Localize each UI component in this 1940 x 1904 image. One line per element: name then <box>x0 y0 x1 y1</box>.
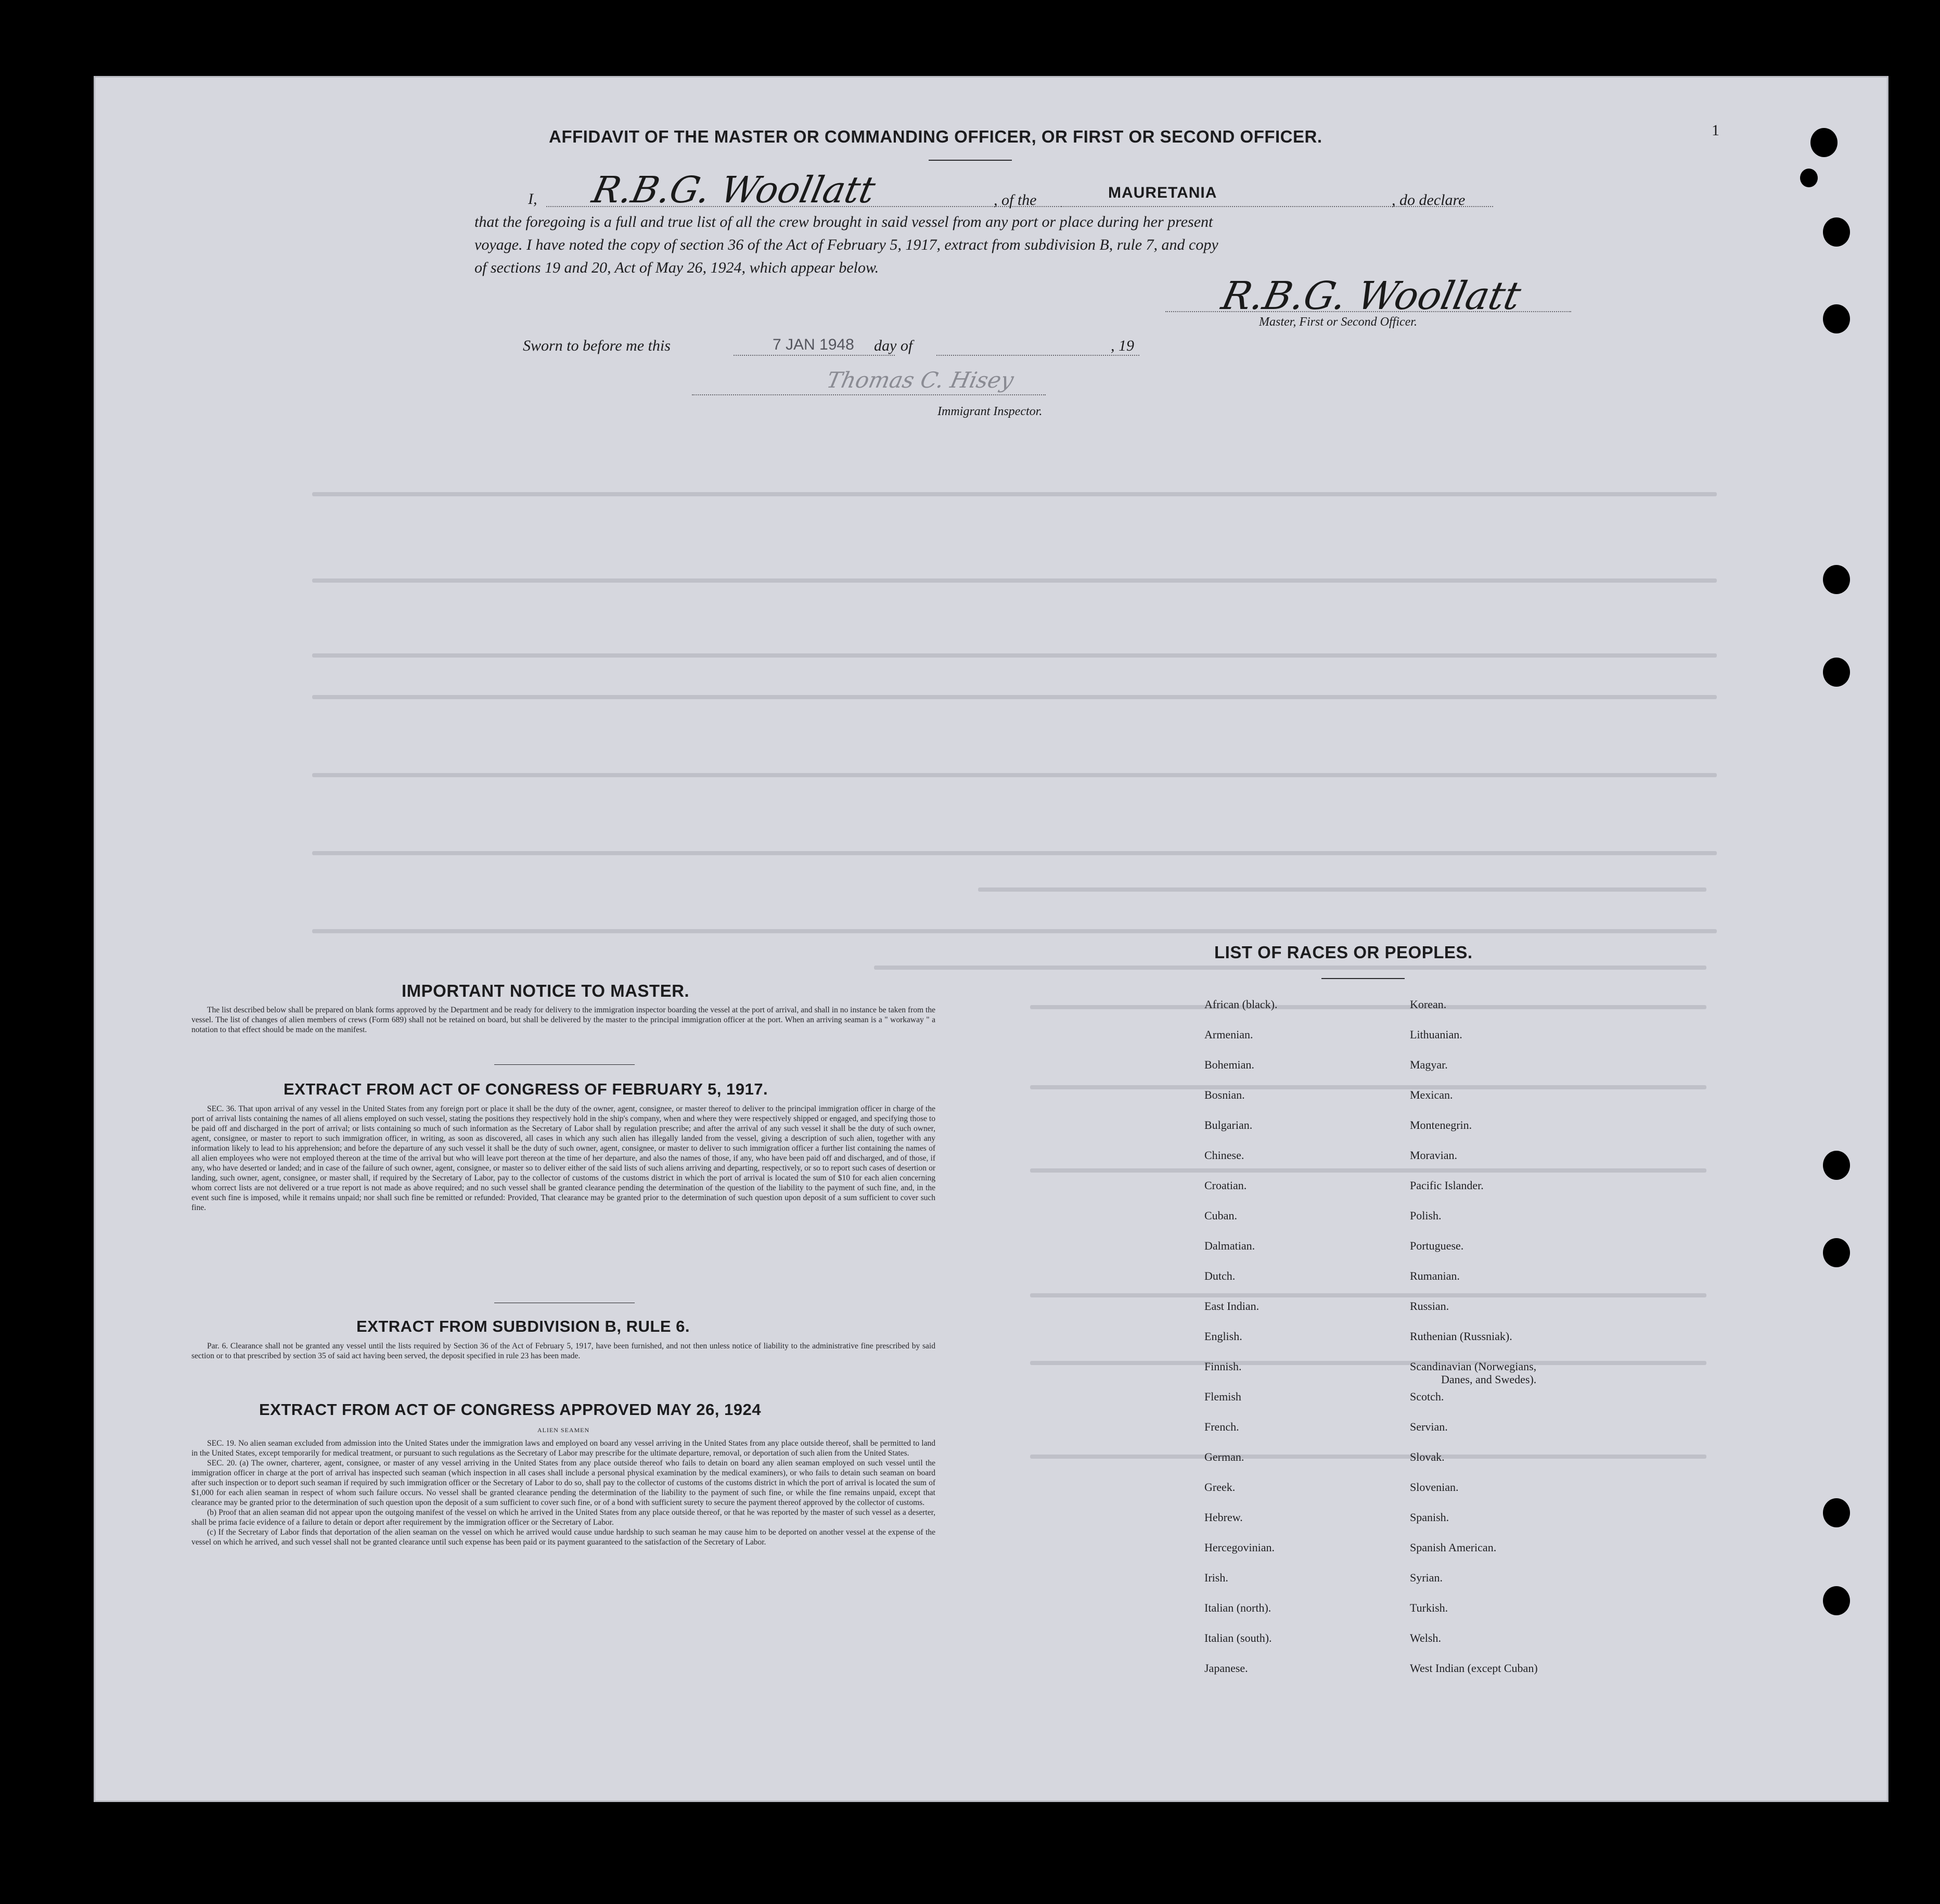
race-item: Servian. <box>1410 1420 1448 1433</box>
subdivision-b-title: EXTRACT FROM SUBDIVISION B, RULE 6. <box>356 1317 690 1335</box>
affidavit-line-2: voyage. I have noted the copy of section 36 of the Act of February 5, 1917, extract from subdivision B, rule 7, and copy <box>474 236 1218 253</box>
master-signature: R.B.G. Woollatt <box>588 169 879 211</box>
race-item: Scotch. <box>1410 1390 1444 1403</box>
race-item: Flemish <box>1204 1390 1241 1403</box>
race-item: French. <box>1204 1420 1239 1433</box>
race-item: Hercegovinian. <box>1204 1541 1275 1554</box>
race-item: Ruthenian (Russniak). <box>1410 1330 1512 1343</box>
affidavit-title: AFFIDAVIT OF THE MASTER OR COMMANDING OFFICER, OR FIRST OR SECOND OFFICER. <box>549 127 1322 146</box>
extract-1917-text: SEC. 36. That upon arrival of any vessel in the United States from any foreign port or place it shall be the duty of the owner, agent, consignee, or master thereof to deliver to the principal immigration officer in charge of the port of arrival lists containing the names of all aliens employed on such vessel, stating the positions they respectively hold in the ship's company, when and where they were respectively shipped or engaged, and specifying those to be paid off and discharged in the port of arrival; or lists containing so much of such information as the Secretary of Labor shall by regulation prescribe; and after the arrival of any such vessel it shall be the duty of such owner, agent, consignee, or master to report to such immigration officer, in writing, as soon as discovered, all cases in which any such alien has illegally landed from the vessel, giving a description of such alien, together with any information likely to lead to his apprehension; and before the departure of any such vessel it shall be the duty of such owner, agent, consignee, or master to deliver to such immigration officer a further list containing the names of all alien employees who were not employed thereon at the time of the arrival but who will leave port thereon at the time of her departure, and also the names of those, if any, who have been paid off and discharged, and of those, if any, who have deserted or landed; and in case of the failure of such owner, agent, consignee, or master so to deliver either of the said lists of such aliens arriving and departing, respectively, or so to report such cases of desertion or landing, such owner, agent, consignee, or master shall, if required by the Secretary of Labor, pay to the collector of customs of the customs district in which the port of arrival is located the sum of $10 for each alien concerning whom correct lists are not delivered or a true report is not made as above required; and no such vessel shall be granted clearance pending the determination of the question of the liability to the payment of such fine, and, in the event such fine is imposed, while it remains unpaid; nor shall such fine be remitted or refunded: Provided, That clearance may be granted prior to the determination of such question upon deposit of a sum sufficient to cover such fine. <box>191 1104 935 1212</box>
race-scandinavian-cont: Danes, and Swedes). <box>1441 1373 1537 1386</box>
inspector-signature: Thomas C. Hisey <box>824 367 1016 393</box>
punch-hole <box>1823 565 1850 594</box>
inspector-signature-line <box>692 394 1046 395</box>
race-item: Scandinavian (Norwegians, <box>1410 1360 1537 1373</box>
race-item: Syrian. <box>1410 1571 1443 1584</box>
sworn-date-line <box>734 355 895 356</box>
race-item: Japanese. <box>1204 1662 1248 1675</box>
race-item: Lithuanian. <box>1410 1028 1462 1041</box>
subdivision-b-text: Par. 6. Clearance shall not be granted any vessel until the lists required by Section 36 of the Act of February 5, 1917, have been furnished, and not then unless notice of liability to the administrative fine prescribed by said section or to that prescribed by section 35 of said act having been served, the deposit specified in rule 23 has been made. <box>191 1342 935 1360</box>
sworn-text: Sworn to before me this <box>523 337 671 354</box>
affidavit-i: I, <box>528 190 537 208</box>
race-item: Bohemian. <box>1204 1058 1254 1071</box>
signer-title: Master, First or Second Officer. <box>1259 315 1417 329</box>
punch-hole <box>1823 1586 1850 1615</box>
punch-hole <box>1823 1498 1850 1527</box>
race-item: African (black). <box>1204 998 1278 1011</box>
sworn-date-stamp: 7 JAN 1948 <box>773 336 854 353</box>
race-item: East Indian. <box>1204 1300 1260 1313</box>
extract-1917-title: EXTRACT FROM ACT OF CONGRESS OF FEBRUARY 5, 1917. <box>284 1080 768 1098</box>
races-title-rule <box>1321 978 1405 979</box>
race-item: Montenegrin. <box>1410 1118 1472 1131</box>
race-item: Rumanian. <box>1410 1269 1460 1282</box>
extract-1924-title: EXTRACT FROM ACT OF CONGRESS APPROVED MAY 26, 1924 <box>259 1400 761 1419</box>
punch-hole <box>1823 1151 1850 1180</box>
notice-text: The list described below shall be prepared on blank forms approved by the Department and be ready for delivery to the immigration inspector boarding the vessel at the port of arrival, and shall in no instance be taken from the vessel. The list of changes of alien members of crews (Form 689) shall not be retained on board, but shall be delivered by the master to the principal immigration officer at the port. When an arriving seaman is a " workaway " a notation to that effect should be made on the manifest. <box>191 1006 935 1034</box>
notice-rule <box>494 1064 635 1065</box>
punch-hole <box>1810 128 1838 157</box>
inspector-title: Immigrant Inspector. <box>937 405 1043 418</box>
corner-mark: 1 <box>1712 122 1719 139</box>
race-item: Finnish. <box>1204 1360 1242 1373</box>
vessel-name: MAURETANIA <box>1108 184 1217 201</box>
affidavit-do-declare: , do declare <box>1392 191 1466 209</box>
race-item: Slovenian. <box>1410 1481 1459 1494</box>
race-item: Greek. <box>1204 1481 1236 1494</box>
race-item: West Indian (except Cuban) <box>1410 1662 1538 1675</box>
race-item: Irish. <box>1204 1571 1228 1584</box>
race-item: Pacific Islander. <box>1410 1179 1484 1192</box>
race-item: Croatian. <box>1204 1179 1247 1192</box>
race-item: Dalmatian. <box>1204 1239 1255 1252</box>
race-item: Magyar. <box>1410 1058 1448 1071</box>
manifest-page <box>94 76 1888 1802</box>
race-item: Turkish. <box>1410 1601 1448 1614</box>
day-of-text: day of <box>874 337 913 354</box>
race-item: English. <box>1204 1330 1242 1343</box>
alien-seamen-subtitle: ALIEN SEAMEN <box>537 1426 590 1434</box>
punch-hole <box>1823 304 1850 333</box>
notice-title: IMPORTANT NOTICE TO MASTER. <box>402 981 690 1000</box>
sec-20c: (c) If the Secretary of Labor finds that deportation of the alien seaman on the vessel on which he arrived would cause undue hardship to such seaman he may cause him to be deported on another vessel at the expense of the vessel on which he arrived, and such vessel shall not be granted clearance until such expense has been paid or its payment guaranteed to the satisfaction of the Secretary of Labor. <box>191 1528 935 1547</box>
race-item: Russian. <box>1410 1300 1449 1313</box>
punch-hole <box>1823 1238 1850 1267</box>
race-item: Italian (north). <box>1204 1601 1271 1614</box>
punch-hole <box>1823 217 1850 247</box>
race-item: Moravian. <box>1410 1149 1458 1162</box>
race-item: German. <box>1204 1450 1244 1463</box>
race-item: Cuban. <box>1204 1209 1237 1222</box>
master-signature-2: R.B.G. Woollatt <box>1217 274 1525 318</box>
races-title: LIST OF RACES OR PEOPLES. <box>1214 943 1473 962</box>
race-item: Bosnian. <box>1204 1088 1245 1101</box>
affidavit-of-the: , of the <box>994 191 1037 209</box>
race-item: Spanish. <box>1410 1511 1449 1524</box>
punch-hole <box>1823 658 1850 687</box>
year-prefix: , 19 <box>1111 337 1134 354</box>
title-rule <box>929 160 1012 161</box>
race-item: Polish. <box>1410 1209 1442 1222</box>
race-item: Chinese. <box>1204 1149 1244 1162</box>
sec-20a: SEC. 20. (a) The owner, charterer, agent, consignee, or master of any vessel arriving in the United States from any place outside thereof who fails to detain on board any alien seaman employed on such vessel until the immigration officer in charge at the port of arrival has inspected such seaman (which inspection in all cases shall include a personal physical examination by the medical examiners), or who fails to detain such seaman on board after such inspection or to deport such seaman if required by such immigration officer or the Secretary of Labor to do so, shall pay to the collector of customs of the customs district in which the port of arrival is located the sum of $1,000 for each alien seaman in respect of whom such failure occurs. No vessel shall be granted clearance pending the determination of the liability to the payment of such fine, or while the fine remains unpaid, except that clearance may be granted prior to the determination of such question upon the deposit of a sum sufficient to cover such fine, or of a bond with sufficient surety to secure the payment thereof approved by the collector of customs. <box>191 1459 935 1507</box>
race-item: Slovak. <box>1410 1450 1445 1463</box>
punch-hole <box>1800 169 1818 187</box>
race-item: Italian (south). <box>1204 1631 1272 1644</box>
race-item: Hebrew. <box>1204 1511 1243 1524</box>
race-item: Korean. <box>1410 998 1447 1011</box>
affidavit-line-1: that the foregoing is a full and true list of all the crew brought in said vessel from any port or place during her present <box>474 213 1213 230</box>
race-item: Portuguese. <box>1410 1239 1464 1252</box>
sec-19: SEC. 19. No alien seaman excluded from admission into the United States under the immigration laws and employed on board any vessel arriving in the United States from any place outside thereof, shall be permitted to land in the United States, except temporarily for medical treatment, or pursuant to such regulations as the Secretary of Labor may prescribe for the ultimate departure, removal, or deportation of such alien from the United States. <box>191 1439 935 1458</box>
race-item: Mexican. <box>1410 1088 1453 1101</box>
extract-1924-text <box>191 1424 935 1547</box>
day-of-line <box>936 355 1139 356</box>
race-item: Dutch. <box>1204 1269 1236 1282</box>
sec-20b: (b) Proof that an alien seaman did not appear upon the outgoing manifest of the vessel on which he arrived in the United States from any place outside thereof, or that he was reported by the master of such vessel as a deserter, shall be prima facie evidence of a failure to detain or deport after requirement by the immigration officer or the Secretary of Labor. <box>191 1508 935 1527</box>
race-item: Welsh. <box>1410 1631 1441 1644</box>
affidavit-line-3: of sections 19 and 20, Act of May 26, 1924, which appear below. <box>474 259 879 276</box>
race-item: Armenian. <box>1204 1028 1253 1041</box>
race-item: Bulgarian. <box>1204 1118 1253 1131</box>
race-item: Spanish American. <box>1410 1541 1497 1554</box>
